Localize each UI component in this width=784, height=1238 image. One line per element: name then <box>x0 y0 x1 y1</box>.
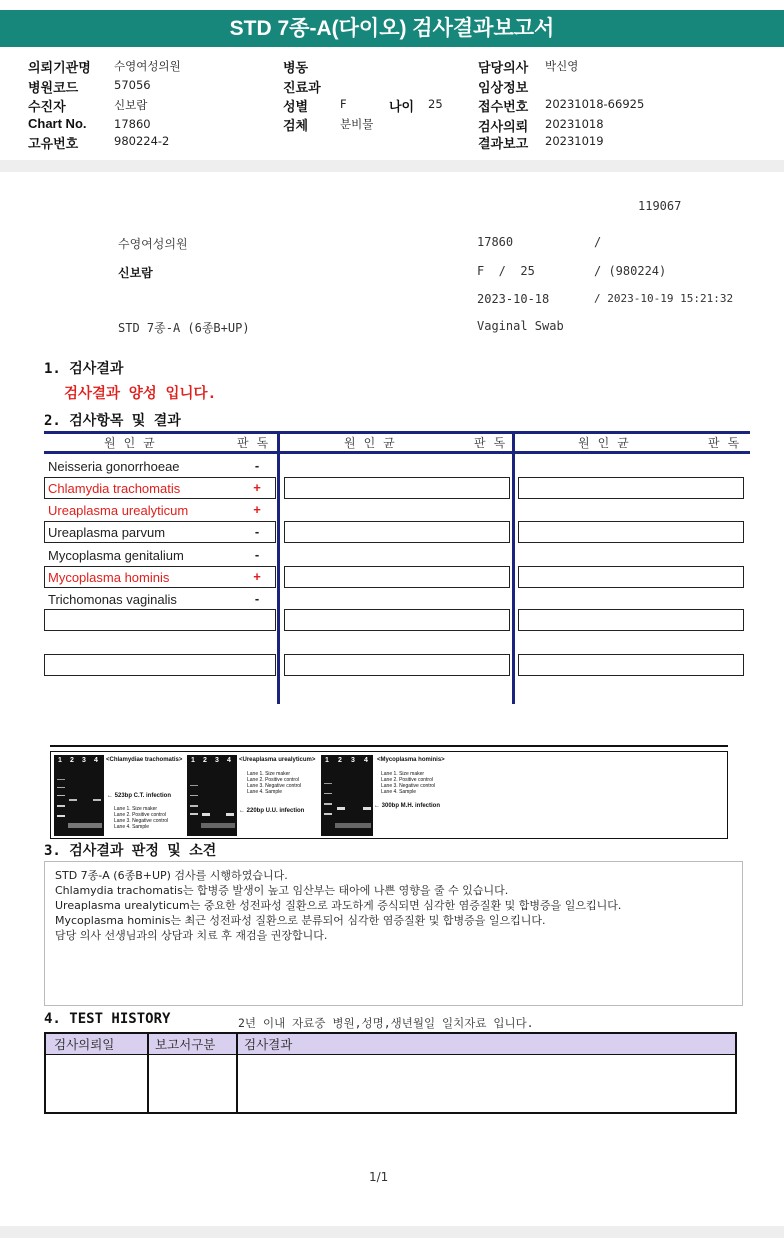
header-label: 검체 <box>283 118 309 133</box>
header-value: 신보람 <box>114 98 148 112</box>
header-value: 수영여성의원 <box>114 59 181 73</box>
empty-cell <box>284 477 510 499</box>
empty-cell <box>518 609 744 631</box>
col-header-verdict: 판독 <box>474 436 514 450</box>
birth-date: / (980224) <box>594 264 667 278</box>
remark-line: Ureaplasma urealyticum는 중요한 성전파성 질환으로 과도하게 증식되면 심각한 염증질환 및 합병증을 일으킵니다. <box>55 899 622 912</box>
legend-line: Lane 3. Negative control <box>381 783 436 789</box>
footer-band <box>0 1226 784 1238</box>
history-col-header: 검사결과 <box>244 1037 293 1052</box>
verdict-positive: + <box>253 569 261 584</box>
gel-title: <Mycoplasma hominis> <box>377 757 445 763</box>
col-header-organism: 원인균 <box>344 436 403 450</box>
legend-line: Lane 2. Positive control <box>381 777 433 783</box>
band-annotation: ← 220bp U.U. infection <box>239 808 305 814</box>
header-label: 접수번호 <box>478 99 529 114</box>
organism-name: Ureaplasma urealyticum <box>48 503 189 518</box>
gel-title: <Ureaplasma urealyticum> <box>239 757 316 763</box>
band-annotation: ← 523bp C.T. infection <box>107 793 172 799</box>
header-value: 25 <box>428 97 443 111</box>
lane-number: 4 <box>94 757 98 764</box>
history-table <box>44 1032 737 1114</box>
header-value: F <box>340 97 347 111</box>
band-label: 220bp U.U. infection <box>246 808 305 814</box>
gel-image-chlamydia <box>54 755 104 836</box>
header-value: 57056 <box>114 78 151 92</box>
grid-divider <box>512 431 515 704</box>
lane-number: 3 <box>351 757 355 764</box>
legend-line: Lane 4. Sample <box>114 824 150 830</box>
col-header-organism: 원인균 <box>104 436 163 450</box>
header-value: 20231018 <box>545 117 604 131</box>
gel-top-rule <box>50 745 728 747</box>
legend-line: Lane 4. Sample <box>247 789 283 795</box>
section4-title: 4. TEST HISTORY <box>44 1011 171 1027</box>
section1-title: 1. 검사결과 <box>44 361 124 377</box>
grid-divider <box>277 431 280 704</box>
overall-result: 검사결과 양성 입니다. <box>64 386 217 402</box>
header-label: 담당의사 <box>478 60 529 75</box>
section2-title: 2. 검사항목 및 결과 <box>44 413 181 429</box>
gel-legend <box>114 806 168 830</box>
band-annotation: ← 300bp M.H. infection <box>374 803 441 809</box>
empty-cell <box>518 521 744 543</box>
report-datetime: / 2023-10-19 15:21:32 <box>594 292 734 305</box>
separator: / <box>594 235 602 249</box>
lane-number: 3 <box>82 757 86 764</box>
col-header-organism: 원인균 <box>578 436 637 450</box>
header-value: 20231018-66925 <box>545 97 645 111</box>
request-date: 2023-10-18 <box>477 292 550 306</box>
gel-image-ureaplasma <box>187 755 237 836</box>
empty-cell <box>518 566 744 588</box>
lane-number: 1 <box>58 757 62 764</box>
empty-cell <box>44 654 276 676</box>
empty-cell <box>518 477 744 499</box>
header-value: 980224-2 <box>114 134 170 148</box>
history-note: 2년 이내 자료중 병원,성명,생년월일 일치자료 입니다. <box>238 1016 534 1030</box>
history-col-divider <box>147 1034 149 1112</box>
header-value: 17860 <box>114 117 151 131</box>
header-label: 병동 <box>283 60 309 75</box>
header-label: Chart No. <box>28 116 87 131</box>
test-name: STD 7종-A (6종B+UP) <box>118 321 250 335</box>
patient-name: 신보람 <box>118 266 153 280</box>
page-number: 1/1 <box>369 1170 389 1184</box>
legend-line: Lane 2. Positive control <box>247 777 299 783</box>
organism-name: Neisseria gonorrhoeae <box>48 459 180 474</box>
legend-line: Lane 1. Size maker <box>381 771 425 777</box>
lane-number: 4 <box>227 757 231 764</box>
band-label: 523bp C.T. infection <box>114 793 172 799</box>
lane-number: 2 <box>70 757 74 764</box>
organism-name: Trichomonas vaginalis <box>48 592 177 607</box>
header-label: 의뢰기관명 <box>28 60 91 75</box>
verdict-negative: - <box>254 458 260 473</box>
header-label: 진료과 <box>283 80 321 95</box>
legend-line: Lane 3. Negative control <box>114 818 169 824</box>
legend-line: Lane 2. Positive control <box>114 812 166 818</box>
remark-line: Mycoplasma hominis는 최근 성전파성 질환으로 분류되어 심각한 염증질환 및 합병증을 일으킵니다. <box>55 914 546 927</box>
lane-number: 2 <box>203 757 207 764</box>
report-title: STD 7종-A(다이오) 검사결과보고서 <box>0 10 784 47</box>
header-label: 나이 <box>389 99 415 114</box>
legend-line: Lane 1. Size maker <box>114 806 158 812</box>
verdict-negative: - <box>254 591 260 606</box>
empty-cell <box>284 654 510 676</box>
remark-line: 담당 의사 선생님과의 상담과 치료 후 재검을 권장합니다. <box>55 929 328 942</box>
gel-images-panel <box>50 751 728 839</box>
verdict-positive: + <box>253 480 261 495</box>
lane-number: 1 <box>325 757 329 764</box>
specimen: Vaginal Swab <box>477 319 564 333</box>
history-col-header: 검사의뢰일 <box>54 1037 115 1052</box>
header-label: 고유번호 <box>28 136 79 151</box>
divider-band <box>0 160 784 172</box>
organism-name: Chlamydia trachomatis <box>48 481 181 496</box>
empty-cell <box>518 654 744 676</box>
history-col-header: 보고서구분 <box>155 1037 216 1052</box>
header-label: 병원코드 <box>28 80 79 95</box>
lane-number: 2 <box>338 757 342 764</box>
col-header-verdict: 판독 <box>708 436 748 450</box>
remarks-box <box>44 861 743 1006</box>
legend-line: Lane 3. Negative control <box>247 783 302 789</box>
empty-cell <box>44 609 276 631</box>
gel-legend <box>247 771 301 795</box>
header-label: 검사의뢰 <box>478 119 529 134</box>
gel-image-mycoplasma <box>321 755 373 836</box>
lane-number: 4 <box>364 757 368 764</box>
header-label: 임상정보 <box>478 80 529 95</box>
col-header-verdict: 판독 <box>237 436 277 450</box>
header-value: 박신영 <box>545 59 579 73</box>
empty-cell <box>284 609 510 631</box>
header-label: 결과보고 <box>478 136 529 151</box>
remark-line: Chlamydia trachomatis는 합병증 발생이 높고 임산부는 태아에 나쁜 영향을 줄 수 있습니다. <box>55 884 509 897</box>
gel-title: <Chlamydiae trachomatis> <box>106 757 183 763</box>
header-label: 성별 <box>283 99 309 114</box>
hospital-name: 수영여성의원 <box>118 237 188 251</box>
empty-cell <box>284 521 510 543</box>
organism-name: Ureaplasma parvum <box>48 525 166 540</box>
organism-name: Mycoplasma hominis <box>48 570 170 585</box>
verdict-negative: - <box>254 547 260 562</box>
verdict-positive: + <box>253 502 261 517</box>
organism-name: Mycoplasma genitalium <box>48 548 184 563</box>
grid-header-line <box>44 451 750 454</box>
gel-legend <box>381 771 435 795</box>
header-value: 20231019 <box>545 134 604 148</box>
legend-line: Lane 1. Size maker <box>247 771 291 777</box>
header-value: 분비물 <box>340 117 374 131</box>
header-label: 수진자 <box>28 99 66 114</box>
chart-number: 17860 <box>477 235 514 249</box>
remark-line: STD 7종-A (6종B+UP) 검사를 시행하였습니다. <box>55 869 288 882</box>
empty-cell <box>284 566 510 588</box>
lane-number: 1 <box>191 757 195 764</box>
report-number: 119067 <box>638 199 682 213</box>
history-col-divider <box>236 1034 238 1112</box>
legend-line: Lane 4. Sample <box>381 789 417 795</box>
band-label: 300bp M.H. infection <box>381 803 441 809</box>
section3-title: 3. 검사결과 판정 및 소견 <box>44 843 217 859</box>
lane-number: 3 <box>215 757 219 764</box>
verdict-negative: - <box>254 524 260 539</box>
sex-age: F / 25 <box>477 264 535 278</box>
